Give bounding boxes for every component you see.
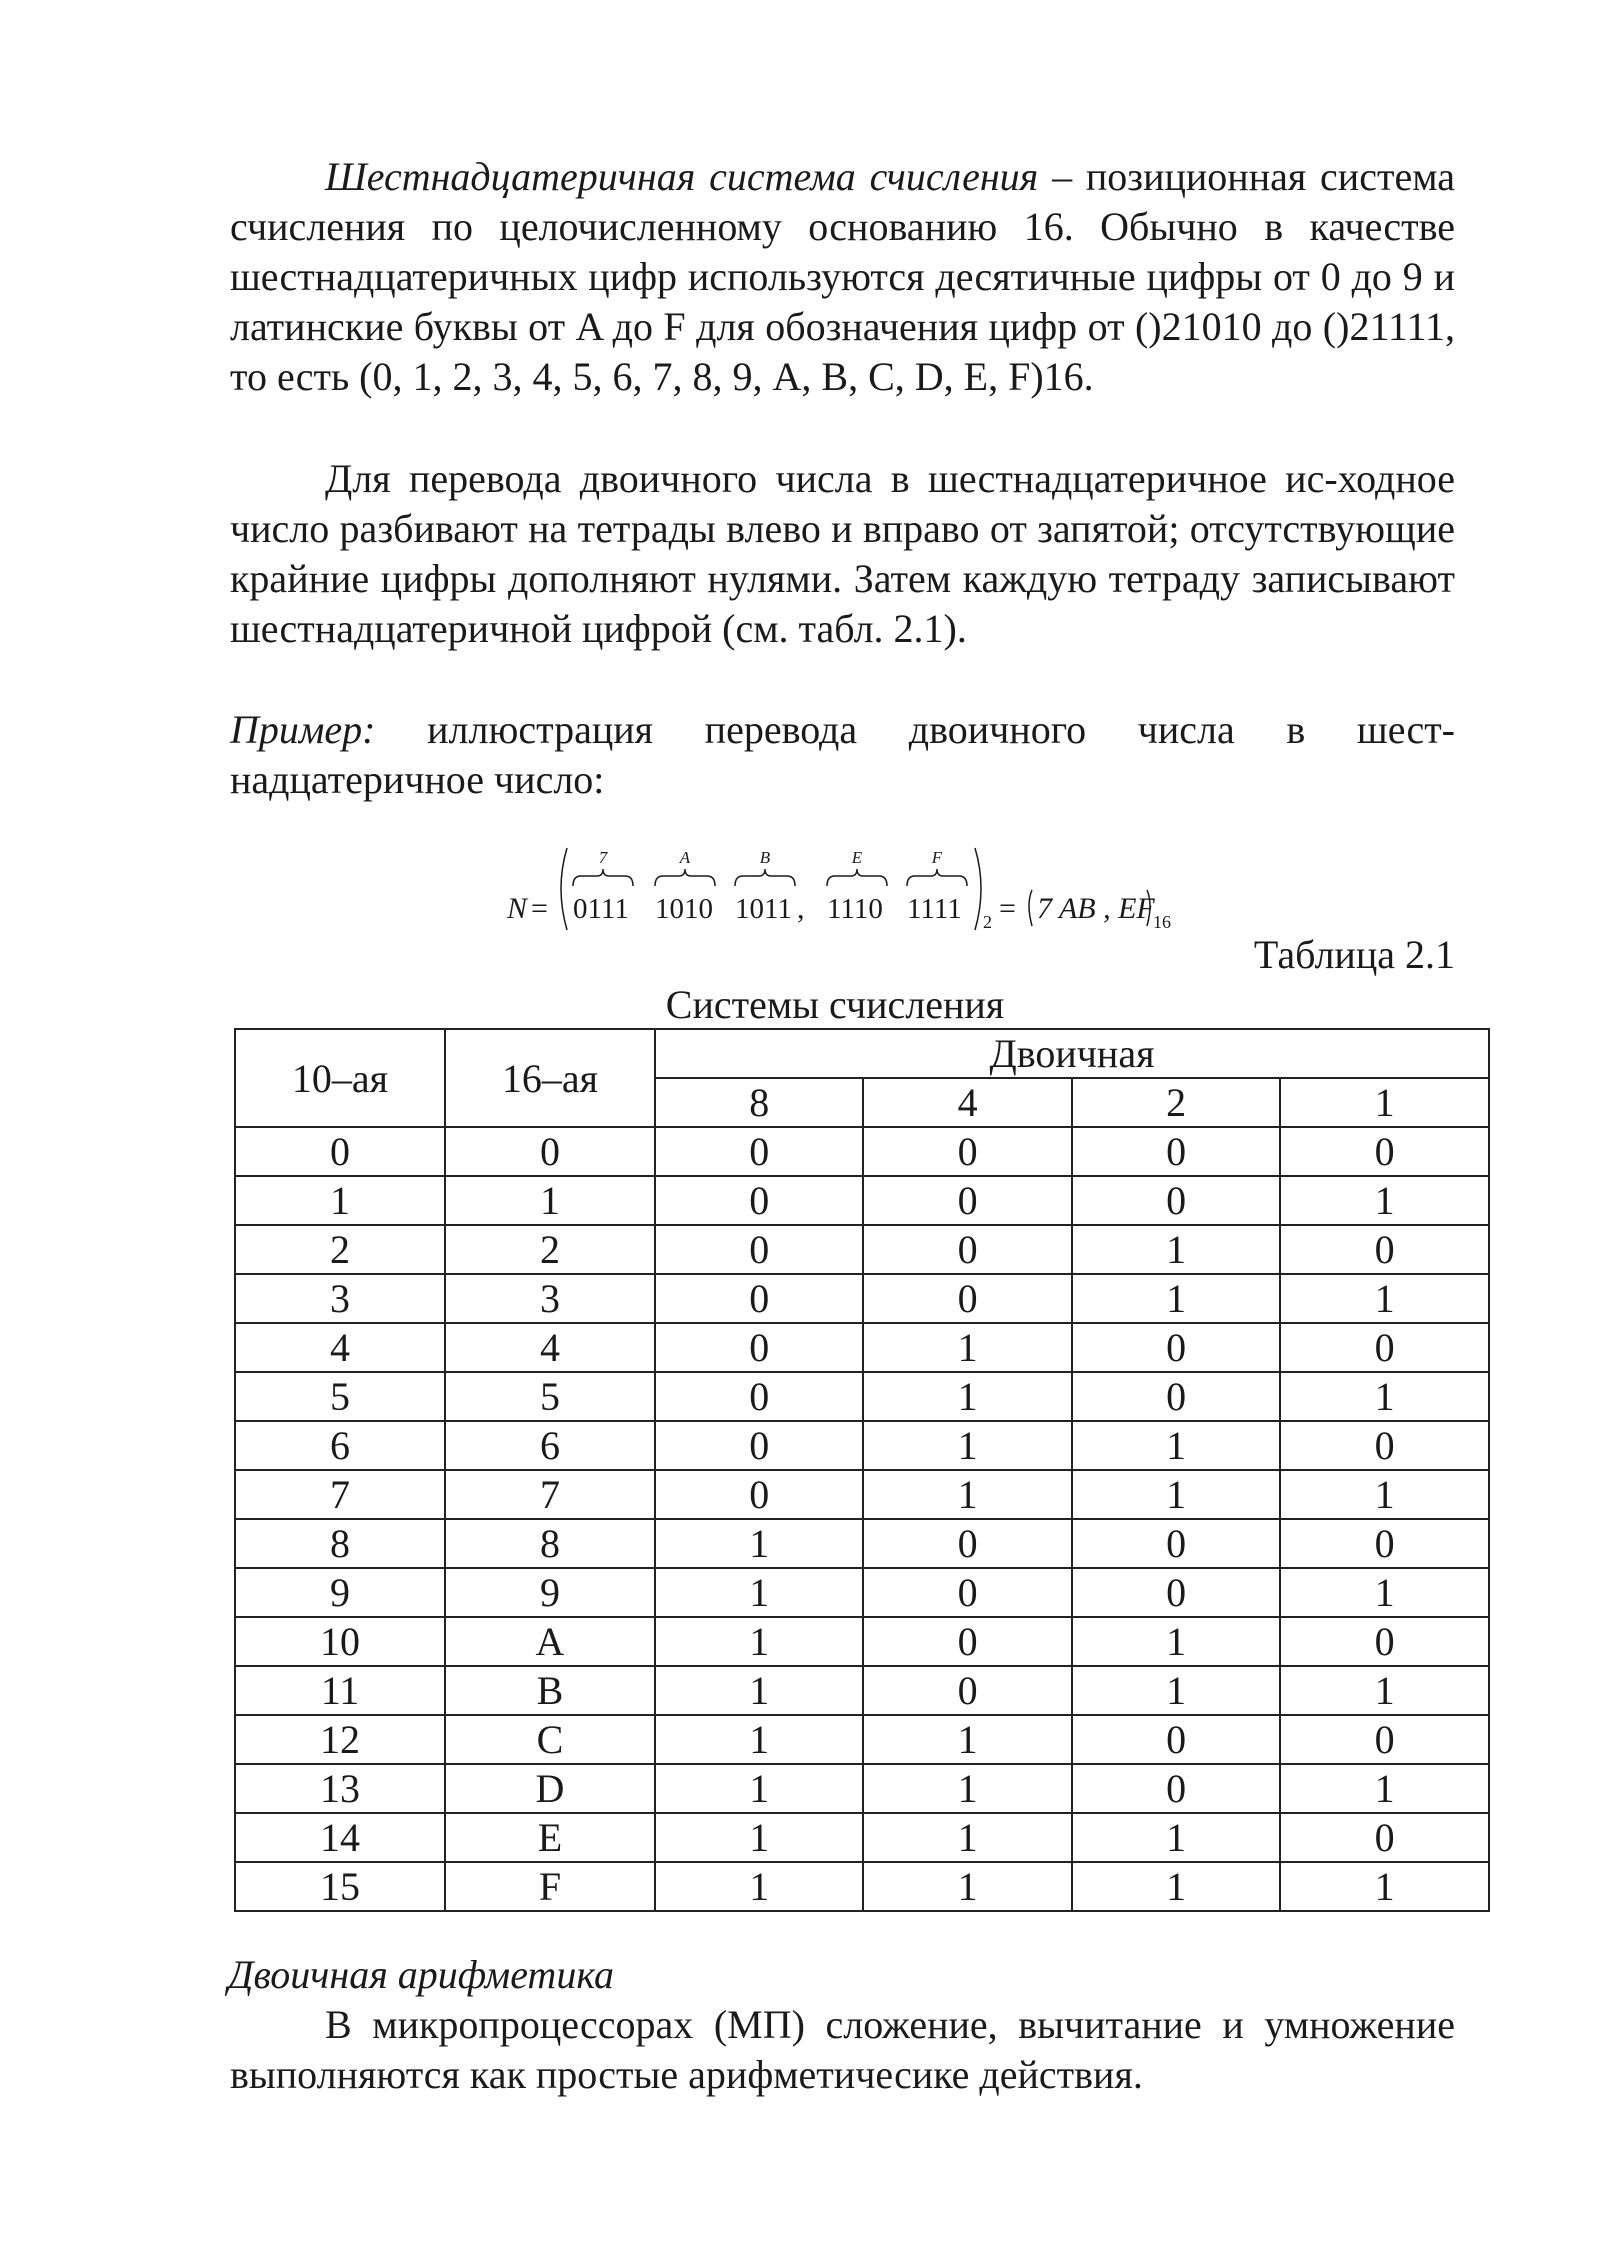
example-label: Пример:	[230, 707, 376, 752]
table-cell: 3	[235, 1274, 445, 1323]
table-cell: 1	[1280, 1568, 1489, 1617]
table-cell: 0	[655, 1372, 863, 1421]
formula-comma: ,	[797, 892, 805, 925]
table-row	[235, 1813, 1489, 1862]
overbrace	[735, 869, 795, 886]
formula-hex-digit: 7	[598, 848, 608, 867]
table-cell: 0	[1280, 1421, 1489, 1470]
table-cell: D	[445, 1764, 655, 1813]
table-cell: 0	[655, 1323, 863, 1372]
table-cell: 4	[445, 1323, 655, 1372]
formula-base-to: 16	[1153, 912, 1171, 932]
table-cell: 1	[1072, 1666, 1280, 1715]
overbrace	[573, 869, 633, 886]
table-row	[235, 1715, 1489, 1764]
table-cell: 2	[235, 1225, 445, 1274]
table-cell: 0	[863, 1176, 1071, 1225]
table-cell: 0	[655, 1127, 863, 1176]
result-left-paren	[1029, 890, 1032, 926]
table-cell: 0	[863, 1274, 1071, 1323]
table-cell: 2	[445, 1225, 655, 1274]
table-cell: 1	[655, 1764, 863, 1813]
table-caption: Таблица 2.1	[1253, 932, 1455, 977]
table-cell: 0	[863, 1568, 1071, 1617]
table-cell: C	[445, 1715, 655, 1764]
table-cell: 0	[1072, 1323, 1280, 1372]
formula-bits: 1111	[907, 893, 962, 925]
table-cell: 1	[863, 1323, 1071, 1372]
table-cell: 0	[1072, 1764, 1280, 1813]
table-cell: 1	[655, 1862, 863, 1911]
table-cell: 1	[1072, 1470, 1280, 1519]
header-weight-4: 4	[863, 1078, 1071, 1127]
table-cell: 6	[445, 1421, 655, 1470]
table-cell: 0	[863, 1127, 1071, 1176]
table-cell: 1	[863, 1764, 1071, 1813]
table-cell: 9	[235, 1568, 445, 1617]
table-cell: 4	[235, 1323, 445, 1372]
table-cell: 3	[445, 1274, 655, 1323]
table-row	[235, 1421, 1489, 1470]
table-cell: 9	[445, 1568, 655, 1617]
table-cell: 0	[863, 1617, 1071, 1666]
formula-bits: 1010	[655, 893, 713, 925]
table-cell: 13	[235, 1764, 445, 1813]
table-cell: 1	[863, 1421, 1071, 1470]
formula-lhs: N	[507, 892, 528, 925]
formula-result: 7 AB , EF	[1037, 892, 1155, 925]
table-cell: 1	[1280, 1862, 1489, 1911]
table-cell: 1	[1072, 1274, 1280, 1323]
left-paren	[561, 848, 567, 930]
table-cell: 0	[1072, 1127, 1280, 1176]
table-cell: 1	[1280, 1274, 1489, 1323]
table-row	[235, 1176, 1489, 1225]
table-cell: 7	[235, 1470, 445, 1519]
table-cell: 1	[863, 1470, 1071, 1519]
table-cell: 1	[655, 1666, 863, 1715]
table-cell: 1	[655, 1813, 863, 1862]
table-row	[235, 1274, 1489, 1323]
table-cell: 0	[235, 1127, 445, 1176]
header-weight-1: 1	[1280, 1078, 1489, 1127]
table-title: Системы счисления	[665, 982, 1005, 1027]
formula-bits: 0111	[573, 893, 629, 925]
table-cell: E	[445, 1813, 655, 1862]
table-cell: 0	[655, 1225, 863, 1274]
table-cell: 1	[655, 1519, 863, 1568]
table-body	[235, 1127, 1489, 1911]
table-row	[235, 1617, 1489, 1666]
table-cell: 0	[445, 1127, 655, 1176]
formula-equals-2: =	[999, 892, 1016, 925]
table-cell: 15	[235, 1862, 445, 1911]
formula-graphic	[505, 838, 1225, 938]
header-binary: Двоичная	[655, 1029, 1489, 1078]
formula-bits: 1110	[827, 893, 883, 925]
table-cell: 0	[1072, 1568, 1280, 1617]
table-cell: 1	[863, 1372, 1071, 1421]
table-cell: 1	[1280, 1666, 1489, 1715]
table-row	[235, 1666, 1489, 1715]
formula-equals: =	[531, 892, 548, 925]
table-cell: 0	[1280, 1127, 1489, 1176]
table-cell: 1	[1072, 1617, 1280, 1666]
table-cell: 0	[1280, 1715, 1489, 1764]
formula-hex-digit: A	[679, 848, 691, 867]
table-cell: 8	[235, 1519, 445, 1568]
example-text: иллюстрация перевода двоичного числа в шест-надцатеричное число:	[230, 707, 1455, 802]
table-row	[235, 1519, 1489, 1568]
table-cell: 1	[445, 1176, 655, 1225]
table-cell: 6	[235, 1421, 445, 1470]
paragraph-example	[230, 705, 1455, 805]
table-cell: 0	[655, 1176, 863, 1225]
table-cell: 1	[655, 1568, 863, 1617]
table-cell: 0	[1072, 1372, 1280, 1421]
table-cell: B	[445, 1666, 655, 1715]
header-decimal: 10–ая	[235, 1029, 445, 1127]
header-weight-2: 2	[1072, 1078, 1280, 1127]
table-cell: 1	[863, 1813, 1071, 1862]
table-cell: 5	[445, 1372, 655, 1421]
table-cell: 1	[1072, 1421, 1280, 1470]
header-hex: 16–ая	[445, 1029, 655, 1127]
term-hex-system: Шестнадцатеричная система счисления	[325, 154, 1039, 199]
paragraph-hex-definition	[230, 152, 1455, 402]
table-row	[235, 1225, 1489, 1274]
formula-hex-digit: B	[759, 848, 771, 867]
table-cell: 1	[863, 1715, 1071, 1764]
table-cell: 0	[1280, 1617, 1489, 1666]
table-row	[235, 1862, 1489, 1911]
table-cell: 0	[655, 1470, 863, 1519]
section-heading: Двоичная арифметика	[228, 1952, 615, 1997]
table-cell: 1	[1280, 1470, 1489, 1519]
table-cell: 0	[1280, 1225, 1489, 1274]
table-cell: 0	[863, 1666, 1071, 1715]
conversion-method-text: Для перевода двоичного числа в шестнадцатеричное ис-ходное число разбивают на тетрады влево и вправо от запятой; отсутствующие крайние цифры дополняют нулями. Затем каждую тетраду записывают шестнадцатеричной цифрой (см. табл. 2.1).	[230, 456, 1455, 651]
table-cell: 7	[445, 1470, 655, 1519]
table-row	[235, 1568, 1489, 1617]
table-cell: 10	[235, 1617, 445, 1666]
table-cell: 1	[655, 1715, 863, 1764]
table-row	[235, 1764, 1489, 1813]
paragraph-conversion-method	[230, 454, 1455, 654]
formula-hex-digit: F	[931, 848, 943, 867]
table-cell: 1	[863, 1862, 1071, 1911]
table-row	[235, 1372, 1489, 1421]
table-cell: 0	[655, 1274, 863, 1323]
table-cell: 0	[655, 1421, 863, 1470]
paragraph-binary-arithmetic	[230, 2000, 1455, 2100]
table-cell: 1	[655, 1617, 863, 1666]
header-weight-8: 8	[655, 1078, 863, 1127]
formula-hex-digit: E	[851, 848, 863, 867]
table-cell: 0	[1072, 1715, 1280, 1764]
table-cell: 1	[1072, 1813, 1280, 1862]
right-paren	[975, 848, 981, 930]
table-cell: 0	[1280, 1323, 1489, 1372]
overbrace	[827, 869, 887, 886]
table-cell: 1	[1280, 1764, 1489, 1813]
table-row	[235, 1127, 1489, 1176]
overbrace	[907, 869, 967, 886]
table-cell: 0	[863, 1519, 1071, 1568]
table-cell: A	[445, 1617, 655, 1666]
table-cell: 0	[1280, 1519, 1489, 1568]
table-cell: 1	[1280, 1372, 1489, 1421]
table-cell: 12	[235, 1715, 445, 1764]
table-cell: 14	[235, 1813, 445, 1862]
formula-bits: 1011	[735, 893, 792, 925]
overbrace	[655, 869, 715, 886]
hex-definition-text: – позиционная система счисления по целочисленному основанию 16. Обычно в качестве шестнадцатеричных цифр используются десятичные цифры от 0 до 9 и латинские буквы от A до F для обозначения цифр от ()21010 до ()21111, то есть (0, 1, 2, 3, 4, 5, 6, 7, 8, 9, A, B, C, D, E, F)16.	[230, 154, 1455, 399]
table-cell: 0	[1280, 1813, 1489, 1862]
binary-arithmetic-text: В микропроцессорах (МП) сложение, вычитание и умножение выполняются как простые арифметичесике действия.	[230, 2002, 1455, 2097]
table-cell: 1	[1072, 1225, 1280, 1274]
formula-base-from: 2	[983, 912, 992, 932]
conversion-formula	[505, 838, 1225, 938]
table-cell: 8	[445, 1519, 655, 1568]
table-row	[235, 1323, 1489, 1372]
table-cell: 0	[1072, 1176, 1280, 1225]
table-row	[235, 1470, 1489, 1519]
number-systems-table	[234, 1028, 1490, 1912]
table-cell: 11	[235, 1666, 445, 1715]
table-cell: 0	[863, 1225, 1071, 1274]
table-cell: 1	[235, 1176, 445, 1225]
table-cell: 0	[1072, 1519, 1280, 1568]
table-cell: 5	[235, 1372, 445, 1421]
table-cell: 1	[1280, 1176, 1489, 1225]
table-cell: F	[445, 1862, 655, 1911]
table-cell: 1	[1072, 1862, 1280, 1911]
